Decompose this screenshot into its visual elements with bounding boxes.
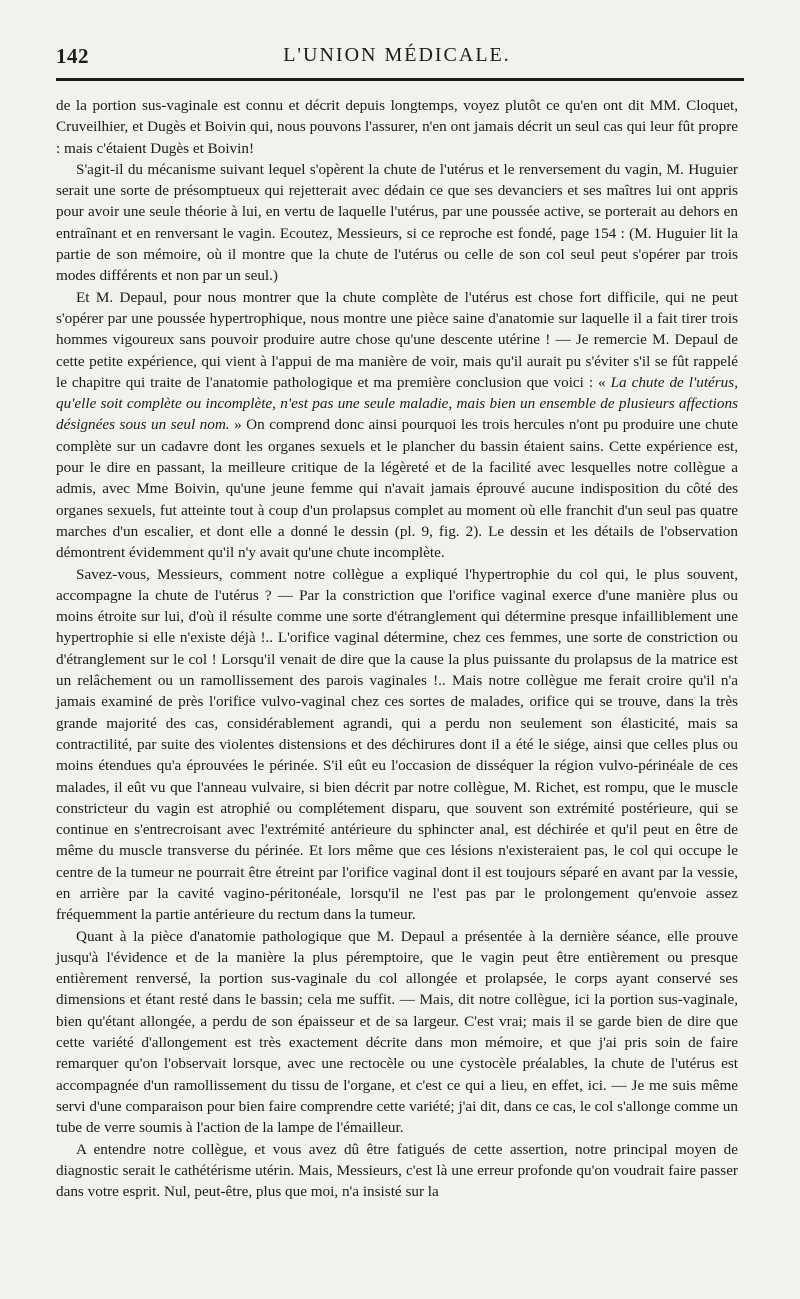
text-run: » On comprend donc ainsi pourquoi les trois hercules n'ont pu produire une chute complète sur un cadavre dont les organes sexuels et le plancher du bassin étaient sains. Cette expérience est, pour le dire en passant, la meilleure critique de la légèreté et de la facilité avec lesquelles notre collègue a admis, avec Mme Boivin, qu'une jeune femme qui n'avait jamais éprouvé aucune indisposition du côté des organes sexuels, fut atteinte tout à coup d'un prolapsus complet au moment où elle franchit d'un seul pas quatre marches d'un escalier, et dont elle a donné le dessin (pl. 9, fig. 2). Le dessin et les détails de l'observation démontrent évidemment qu'il n'y avait qu'une chute incomplète. [56, 416, 738, 562]
paragraph [56, 95, 738, 159]
italic-quote: La chute de l'utérus, qu'elle soit complète ou incomplète, n'est pas une seule maladie, mais bien un ensemble de plusieurs affections désignées sous un seul nom. [56, 373, 738, 434]
header-rule [56, 78, 744, 81]
running-title: L'UNION MÉDICALE. [283, 44, 511, 66]
paragraph [56, 564, 738, 926]
body-text [56, 95, 738, 1202]
page-header [56, 44, 738, 78]
text-run: S'agit-il du mécanisme suivant lequel s'opèrent la chute de l'utérus et le renversement du vagin, M. Huguier serait une sorte de présomptueux qui rejetterait avec dédain ce que ses devanciers et ses maîtres lui ont appris pour avoir une seule théorie à lui, en vertu de laquelle l'utérus, par une poussée active, se porterait au dehors en entraînant et en renversant le vagin. Ecoutez, Messieurs, si ce reproche est fondé, page 154 : (M. Huguier lit la partie de son mémoire, où il montre que la chute de l'utérus ou celle de son col seul peut s'opérer par trois modes différents et non par un seul.) [56, 160, 738, 285]
paragraph [56, 159, 738, 287]
text-run: Savez-vous, Messieurs, comment notre collègue a expliqué l'hypertrophie du col qui, le plus souvent, accompagne la chute de l'utérus ? — Par la constriction que l'orifice vaginal exerce d'une manière plus ou moins étroite sur lui, d'où il résulte comme une sorte d'étranglement qui détermine presque infailliblement une hypertrophie si elle n'existe déjà !.. L'orifice vaginal détermine, chez ces femmes, une sorte de constriction ou d'étranglement sur le col ! Lorsqu'il venait de dire que la cause la plus puissante du prolapsus de la matrice est un relâchement ou un ramollissement des parois vaginales !.. Mais notre collègue me ferait croire qu'il n'a jamais examiné de près l'orifice vulvo-vaginal chez ces sortes de malades, orifice qui se trouve, dans la très grande majorité des cas, considérablement agrandi, qui a perdu non seulement son élasticité, mais sa contractilité, par suite des violentes distensions et des déchirures dont il a été le siége, ainsi que celles plus ou moins étendues qu'a éprouvées le périnée. S'il eût eu l'occasion de disséquer la région vulvo-périnéale de ces malades, il eût vu que l'anneau vulvaire, si bien décrit par notre collègue, M. Richet, est rompu, que le muscle constricteur du vagin est atrophié ou complétement disparu, que souvent son extrémité postérieure, qui se continue en s'entrecroisant avec l'extrémité antérieure du sphincter anal, est déchirée et qu'il peut en être de même du muscle transverse du périnée. Et lors même que ces lésions n'existeraient pas, le col qui occupe le centre de la tumeur ne pourrait être étreint par l'orifice vaginal dont il est toujours séparé en avant par la vessie, en arrière par la cavité vagino-péritonéale, lorsqu'il ne l'est pas par le prolongement qu'envoie assez fréquemment la partie antérieure du rectum dans la tumeur. [56, 565, 738, 924]
text-run: Et M. Depaul, pour nous montrer que la chute complète de l'utérus est chose fort difficile, qui ne peut s'opérer par une poussée hypertrophique, nous montre une pièce saine d'anatomie sur laquelle il a fait tirer trois hommes vigoureux sans pouvoir produire autre chose qu'une descente utérine ! — Je remercie M. Depaul de cette petite expérience, qui vient à l'appui de ma manière de voir, mais qu'il aurait pu s'éviter s'il se fût rappelé le chapitre qui traite de l'anatomie pathologique et ma première conclusion que voici : « [56, 288, 738, 391]
paragraph [56, 287, 738, 564]
text-run: Quant à la pièce d'anatomie pathologique que M. Depaul a présentée à la dernière séance, elle prouve jusqu'à l'évidence et de la manière la plus péremptoire, que le vagin peut être entièrement ou presque entièrement renversé, la portion sus-vaginale du col allongée et prolapsée, le corps ayant conservé ses dimensions et étant resté dans le bassin; cela me suffit. — Mais, dit notre collègue, ici la portion sus-vaginale, bien qu'étant allongée, a perdu de son épaisseur et de sa largeur. C'est vrai; mais il se garde bien de dire que cette variété d'allongement est très exactement décrite dans mon mémoire, et que j'ai pris soin de faire remarquer qu'on l'observait lorsque, avec une rectocèle ou une cystocèle préalables, la chute de l'utérus est accompagnée d'un ramollissement du tissu de l'organe, et c'est ce qui a lieu, en effet, ici. — Je me suis même servi d'une comparaison pour bien faire comprendre cette variété; j'ai dit, dans ce cas, le col s'allonge comme un tube de verre soumis à l'action de la lampe de l'émailleur. [56, 927, 738, 1137]
paragraph [56, 1139, 738, 1203]
text-run: de la portion sus-vaginale est connu et décrit depuis longtemps, voyez plutôt ce qu'en ont dit MM. Cloquet, Cruveilhier, et Dugès et Boivin qui, nous pouvons l'assurer, n'en ont jamais décrit un seul cas qui leur fût propre : mais c'étaient Dugès et Boivin! [56, 97, 738, 157]
text-run: A entendre notre collègue, et vous avez dû être fatigués de cette assertion, notre principal moyen de diagnostic serait le cathétérisme utérin. Mais, Messieurs, c'est là une erreur profonde qu'on voudrait faire passer dans votre esprit. Nul, peut-être, plus que moi, n'a insisté sur la [56, 1140, 738, 1201]
paragraph [56, 926, 738, 1139]
page-number: 142 [56, 44, 89, 68]
